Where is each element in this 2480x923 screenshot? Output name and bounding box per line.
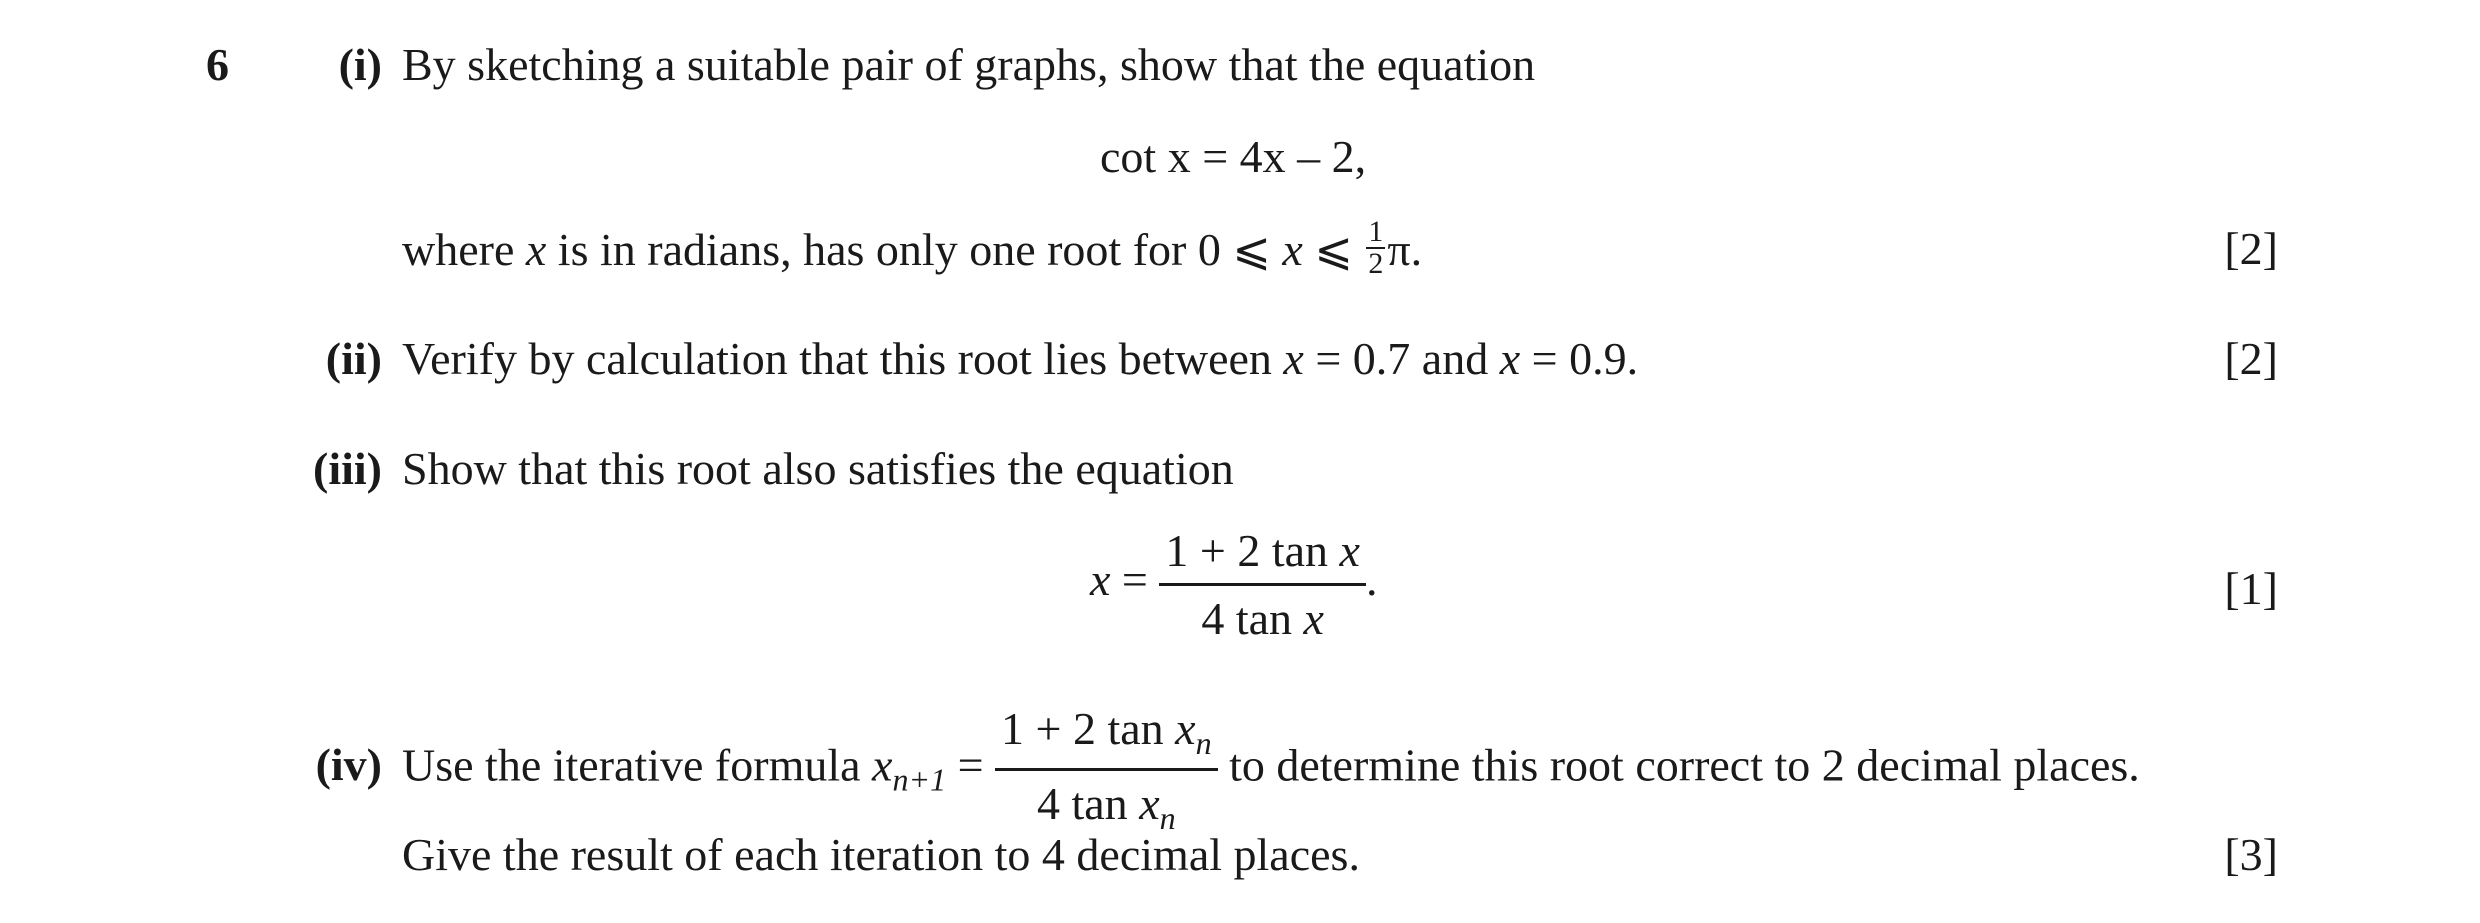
part-iii-equation	[1090, 524, 1377, 645]
denominator-text: 4 tan	[1036, 778, 1140, 830]
numerator-text: 1 + 2 tan	[1001, 703, 1176, 754]
part-i-label: (i)	[338, 39, 382, 90]
part-iv-line1	[402, 702, 2140, 837]
numerator	[995, 702, 1218, 771]
part-iii-label: (iii)	[313, 443, 382, 494]
text: Use the iterative formula	[402, 739, 873, 791]
numerator-x: x	[1175, 703, 1196, 754]
numerator-x: x	[1339, 525, 1360, 576]
question-number: 6	[206, 39, 229, 90]
text: = 0.7 and	[1303, 333, 1500, 384]
half-denominator: 2	[1368, 247, 1384, 281]
var-x: x	[1499, 333, 1521, 384]
part-ii-marks: [2]	[2224, 333, 2278, 384]
denominator-x: x	[1139, 778, 1160, 830]
period: .	[1365, 554, 1378, 606]
text: π.	[1387, 224, 1423, 275]
var-x: x	[1282, 224, 1303, 275]
text: = 0.9.	[1520, 333, 1639, 384]
equals: =	[1110, 554, 1160, 606]
half-numerator: 1	[1368, 215, 1384, 249]
fraction	[1159, 524, 1366, 645]
part-iii-line1: Show that this root also satisfies the equation	[402, 443, 1234, 494]
var-x: x	[525, 224, 547, 275]
part-iii-marks: [1]	[2224, 563, 2278, 614]
part-ii-text	[402, 332, 1638, 385]
lhs-x: x	[1090, 554, 1111, 606]
part-i-marks: [2]	[2224, 223, 2278, 274]
fraction	[995, 702, 1218, 837]
part-ii-label: (ii)	[325, 333, 382, 384]
numerator-text: 1 + 2 tan	[1165, 525, 1340, 576]
denominator-text: 4 tan	[1201, 593, 1304, 644]
part-iv-marks: [3]	[2224, 829, 2278, 880]
denominator	[1159, 586, 1366, 645]
part-i-line2	[402, 215, 1423, 285]
text: where	[402, 224, 526, 275]
equals: =	[946, 739, 996, 791]
subscript-n-plus-1: n+1	[892, 761, 947, 798]
denominator-sub: n	[1159, 800, 1176, 837]
part-iv-line2: Give the result of each iteration to 4 decimal places.	[402, 829, 1360, 880]
part-i-equation: cot x = 4x – 2,	[1100, 131, 1367, 182]
half-fraction	[1366, 217, 1385, 279]
numerator	[1159, 524, 1366, 586]
part-iv-label: (iv)	[315, 739, 382, 790]
numerator-sub: n	[1195, 725, 1212, 762]
denominator-x: x	[1303, 593, 1324, 644]
part-i-line1: By sketching a suitable pair of graphs, show that the equation	[402, 39, 1536, 90]
text: Verify by calculation that this root lies between	[402, 333, 1284, 384]
text: is in radians, has only one root for 0 ⩽	[546, 224, 1283, 275]
var-x: x	[1283, 333, 1304, 384]
var-x: x	[872, 739, 893, 791]
text: to determine this root correct to 2 decimal places.	[1217, 739, 2140, 791]
text: ⩽	[1302, 224, 1365, 275]
